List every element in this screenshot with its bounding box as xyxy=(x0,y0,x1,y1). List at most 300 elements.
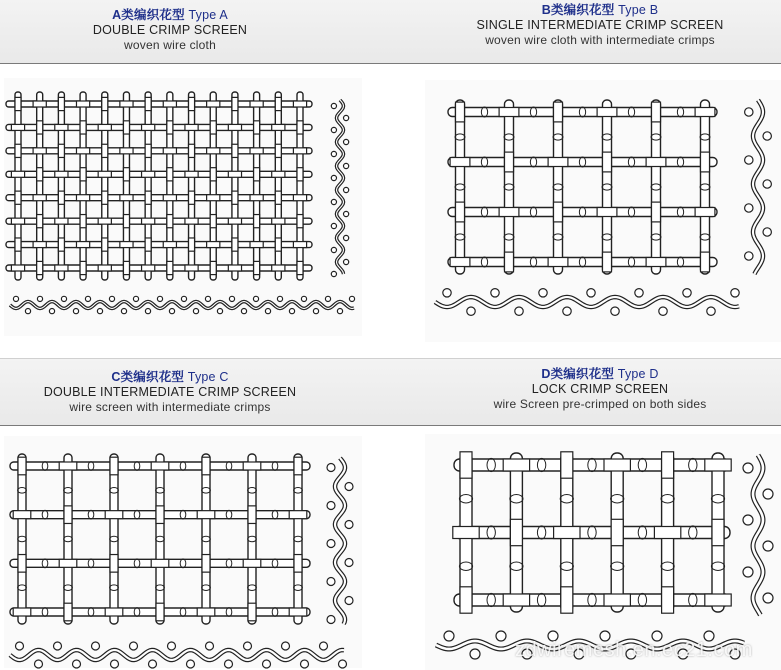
cross-wire-section xyxy=(763,180,771,188)
cross-wire-section xyxy=(225,660,233,668)
wire-crossing xyxy=(294,555,302,573)
wire-crossing xyxy=(102,97,108,110)
wire-crossing xyxy=(185,171,198,177)
cross-wire-section xyxy=(467,307,475,315)
vertical-wire xyxy=(294,454,302,624)
wire-crossing xyxy=(98,124,111,130)
wire-crossing xyxy=(123,168,129,181)
cross-wire-section xyxy=(743,463,753,473)
type-c-name: DOUBLE INTERMEDIATE CRIMP SCREEN xyxy=(43,385,297,399)
vertical-wire xyxy=(15,92,21,280)
cross-wire-section xyxy=(745,204,753,212)
wire-crossing xyxy=(712,519,724,545)
wire-crossing xyxy=(123,121,129,134)
cross-wire-section xyxy=(745,108,753,116)
cross-wire-section xyxy=(563,307,571,315)
cross-wire-section xyxy=(345,597,353,605)
wire-crossing xyxy=(11,124,24,130)
cross-wire-section xyxy=(241,309,246,314)
type-c-type: Type C xyxy=(187,370,229,384)
wire-crossing xyxy=(272,218,285,224)
horizontal-wire xyxy=(6,242,312,248)
cross-wire-section xyxy=(301,296,306,301)
wire-crossing xyxy=(662,452,674,478)
vertical-wire xyxy=(156,454,164,624)
wire-crossing xyxy=(554,202,563,222)
type-b-description: woven wire cloth with intermediate crimps xyxy=(485,33,715,47)
cross-wire-section xyxy=(331,175,336,180)
type-b-name: SINGLE INTERMEDIATE CRIMP SCREEN xyxy=(476,18,724,32)
cross-wire-section xyxy=(13,296,18,301)
cross-wire-section xyxy=(707,307,715,315)
wire-crossing xyxy=(13,608,31,616)
cross-wire-section xyxy=(168,642,176,650)
vertical-wire xyxy=(210,92,216,280)
wire-crossing xyxy=(503,459,529,471)
wire-crossing xyxy=(156,506,164,524)
wire-crossing xyxy=(597,208,617,217)
vertical-wire xyxy=(202,454,210,624)
horizontal-wire xyxy=(6,101,312,107)
wire-crossing xyxy=(15,97,21,110)
cross-wire-section xyxy=(745,252,753,260)
wire-crossing xyxy=(102,191,108,204)
cross-wire-section xyxy=(470,649,480,659)
cross-wire-section xyxy=(539,289,547,297)
cross-wire-section xyxy=(133,296,138,301)
vertical-wire xyxy=(167,92,173,280)
wire-crossing xyxy=(123,215,129,228)
vertical-wire xyxy=(297,92,303,280)
type-a-type: Type A xyxy=(188,8,228,22)
cross-wire-section xyxy=(331,199,336,204)
wire-crossing xyxy=(64,603,72,621)
wire-crossing xyxy=(120,242,133,248)
wire-crossing xyxy=(646,158,666,167)
vertical-wire xyxy=(145,92,151,280)
wire-crossing xyxy=(98,265,111,271)
cross-wire-section xyxy=(130,642,138,650)
wire-crossing xyxy=(701,152,710,172)
wire-crossing xyxy=(450,258,470,267)
vertical-wire xyxy=(64,454,72,624)
wire-crossing xyxy=(110,457,118,475)
wire-crossing xyxy=(503,594,529,606)
wire-crossing xyxy=(105,511,123,519)
wire-crossing xyxy=(33,242,46,248)
type-d-mesh xyxy=(453,452,731,613)
wire-crossing xyxy=(167,121,173,134)
wire-crossing xyxy=(289,511,307,519)
wire-crossing xyxy=(228,124,241,130)
horizontal-wire xyxy=(448,208,717,217)
wire-crossing xyxy=(248,603,256,621)
wire-crossing xyxy=(80,261,86,274)
watermark-text: zdwiremesh.en.ec21.com xyxy=(515,639,753,661)
type-a-description: woven wire cloth xyxy=(124,38,216,52)
wire-crossing xyxy=(548,258,568,267)
wire-crossing xyxy=(142,218,155,224)
wire-crossing xyxy=(80,215,86,228)
cross-wire-section xyxy=(491,289,499,297)
wire-crossing xyxy=(294,457,302,475)
wire-crossing xyxy=(554,527,580,539)
cross-wire-section xyxy=(187,660,195,668)
wire-crossing xyxy=(145,144,151,157)
wire-crossing xyxy=(55,218,68,224)
type-d-name: LOCK CRIMP SCREEN xyxy=(531,382,669,396)
wire-crossing xyxy=(554,102,563,122)
cross-wire-section xyxy=(301,660,309,668)
cross-wire-section xyxy=(344,139,349,144)
vertical-wire xyxy=(456,100,465,274)
vertical-wire xyxy=(603,100,612,274)
wire-crossing xyxy=(151,462,169,470)
wire-crossing xyxy=(58,97,64,110)
cross-wire-section xyxy=(743,567,753,577)
cross-wire-section xyxy=(344,259,349,264)
wire-crossing xyxy=(110,555,118,573)
cross-wire-section xyxy=(149,660,157,668)
type-b-code: B类编织花型 xyxy=(541,3,615,17)
cross-wire-section xyxy=(277,296,282,301)
wire-crossing xyxy=(275,191,281,204)
vertical-wire xyxy=(110,454,118,624)
cross-wire-section xyxy=(61,296,66,301)
wire-crossing xyxy=(59,462,77,470)
wire-crossing xyxy=(210,261,216,274)
wire-crossing xyxy=(55,171,68,177)
wire-crossing xyxy=(275,238,281,251)
wire-crossing xyxy=(37,261,43,274)
cross-wire-section xyxy=(282,642,290,650)
cross-wire-section xyxy=(157,296,162,301)
vertical-wire xyxy=(18,454,26,624)
wire-crossing xyxy=(163,242,176,248)
wire-crossing xyxy=(561,452,573,478)
wire-crossing xyxy=(76,101,89,107)
cross-wire-section xyxy=(327,616,335,624)
cross-wire-section xyxy=(345,483,353,491)
cross-wire-section xyxy=(217,309,222,314)
wire-crossing xyxy=(293,148,306,154)
wire-crossing xyxy=(151,559,169,567)
cross-wire-section xyxy=(205,296,210,301)
horizontal-wire xyxy=(6,265,312,271)
wire-crossing xyxy=(142,265,155,271)
cross-wire-section xyxy=(515,307,523,315)
wire-crossing xyxy=(460,587,472,613)
wire-crossing xyxy=(37,168,43,181)
cross-wire-section xyxy=(331,247,336,252)
wire-crossing xyxy=(275,144,281,157)
wire-crossing xyxy=(207,101,220,107)
wire-crossing xyxy=(250,195,263,201)
wire-crossing xyxy=(189,144,195,157)
wire-crossing xyxy=(163,148,176,154)
wire-crossing xyxy=(505,252,514,272)
cross-wire-section xyxy=(743,515,753,525)
cross-wire-section xyxy=(635,289,643,297)
wire-crossing xyxy=(652,202,661,222)
wire-crossing xyxy=(250,148,263,154)
cross-wire-section xyxy=(344,235,349,240)
vertical-wire xyxy=(701,100,710,274)
vertical-wire xyxy=(80,92,86,280)
wire-crossing xyxy=(185,218,198,224)
cross-wire-section xyxy=(345,521,353,529)
cross-wire-section xyxy=(611,307,619,315)
wire-crossing xyxy=(142,171,155,177)
wire-crossing xyxy=(189,191,195,204)
wire-crossing xyxy=(55,124,68,130)
wire-crossing xyxy=(197,608,215,616)
wire-crossing xyxy=(604,459,630,471)
wire-crossing xyxy=(11,171,24,177)
type-a-mesh xyxy=(6,92,312,280)
wire-crossing xyxy=(120,148,133,154)
wire-crossing xyxy=(197,511,215,519)
cross-wire-section xyxy=(327,464,335,472)
wire-crossing xyxy=(705,594,731,606)
wire-crossing xyxy=(272,124,285,130)
cross-wire-section xyxy=(331,103,336,108)
wire-crossing xyxy=(499,208,519,217)
wire-crossing xyxy=(105,608,123,616)
wire-crossing xyxy=(167,215,173,228)
wire-crossing xyxy=(13,511,31,519)
wire-crossing xyxy=(18,457,26,475)
wire-crossing xyxy=(98,171,111,177)
cross-wire-section xyxy=(229,296,234,301)
wire-crossing xyxy=(210,215,216,228)
vertical-wire xyxy=(189,92,195,280)
wire-crossing xyxy=(603,252,612,272)
cross-wire-section xyxy=(206,642,214,650)
wire-crossing xyxy=(123,261,129,274)
wire-crossing xyxy=(254,215,260,228)
cross-wire-section xyxy=(73,660,81,668)
wire-crossing xyxy=(646,258,666,267)
type-c-code: C类编织花型 xyxy=(111,370,185,384)
wire-crossing xyxy=(202,457,210,475)
cross-wire-section xyxy=(683,289,691,297)
cross-wire-section xyxy=(111,660,119,668)
wire-crossing xyxy=(156,603,164,621)
horizontal-wire xyxy=(448,258,717,267)
type-d-description: wire Screen pre-crimped on both sides xyxy=(493,397,707,411)
cross-wire-section xyxy=(444,631,454,641)
cross-wire-section xyxy=(37,296,42,301)
wire-crossing xyxy=(37,215,43,228)
type-c-mesh xyxy=(10,454,310,624)
wire-crossing xyxy=(55,265,68,271)
wire-crossing xyxy=(76,242,89,248)
type-d-code: D类编织花型 xyxy=(541,367,615,381)
wire-crossing xyxy=(232,238,238,251)
wire-crossing xyxy=(185,124,198,130)
wire-crossing xyxy=(202,555,210,573)
vertical-wire xyxy=(275,92,281,280)
horizontal-wire xyxy=(448,108,717,117)
cross-wire-section xyxy=(337,309,342,314)
cross-wire-section xyxy=(263,660,271,668)
cross-wire-section xyxy=(339,660,347,668)
wire-crossing xyxy=(207,195,220,201)
cross-wire-section xyxy=(320,642,328,650)
cross-wire-section xyxy=(763,132,771,140)
vertical-wire xyxy=(254,92,260,280)
wire-crossing xyxy=(58,144,64,157)
wire-crossing xyxy=(272,265,285,271)
wire-crossing xyxy=(654,527,680,539)
wire-crossing xyxy=(120,101,133,107)
wire-crossing xyxy=(293,101,306,107)
wire-crossing xyxy=(167,261,173,274)
wire-crossing xyxy=(33,101,46,107)
cross-wire-section xyxy=(289,309,294,314)
wire-crossing xyxy=(453,527,479,539)
cross-wire-section xyxy=(325,296,330,301)
wire-crossing xyxy=(254,121,260,134)
cross-wire-section xyxy=(345,559,353,567)
wire-crossing xyxy=(210,121,216,134)
type-a-code: A类编织花型 xyxy=(112,8,185,22)
cross-wire-section xyxy=(327,578,335,586)
cross-wire-section xyxy=(587,289,595,297)
wire-crossing xyxy=(254,261,260,274)
wire-crossing xyxy=(163,195,176,201)
vertical-wire xyxy=(58,92,64,280)
wire-crossing xyxy=(232,144,238,157)
wire-crossing xyxy=(652,102,661,122)
wire-crossing xyxy=(460,452,472,478)
cross-wire-section xyxy=(331,271,336,276)
wire-crossing xyxy=(701,252,710,272)
wire-crossing xyxy=(64,506,72,524)
cross-wire-section xyxy=(763,593,773,603)
wire-crossing xyxy=(297,215,303,228)
cross-wire-section xyxy=(745,156,753,164)
wire-crossing xyxy=(185,265,198,271)
wire-crossing xyxy=(243,559,261,567)
wire-crossing xyxy=(33,195,46,201)
cross-wire-section xyxy=(331,127,336,132)
cross-wire-section xyxy=(253,296,258,301)
cross-wire-section xyxy=(443,289,451,297)
wire-crossing xyxy=(505,152,514,172)
cross-wire-section xyxy=(659,307,667,315)
cross-wire-section xyxy=(54,642,62,650)
cross-wire-section xyxy=(496,631,506,641)
wire-crossing xyxy=(189,238,195,251)
wire-crossing xyxy=(98,218,111,224)
wire-crossing xyxy=(456,102,465,122)
wire-crossing xyxy=(58,191,64,204)
cross-wire-section xyxy=(145,309,150,314)
wire-crossing xyxy=(243,462,261,470)
wire-crossing xyxy=(37,121,43,134)
cross-wire-section xyxy=(35,660,43,668)
horizontal-wire xyxy=(448,158,717,167)
wire-crossing xyxy=(250,242,263,248)
cross-wire-section xyxy=(97,309,102,314)
cross-wire-section xyxy=(331,223,336,228)
wire-crossing xyxy=(102,144,108,157)
wire-crossing xyxy=(561,587,573,613)
wire-crossing xyxy=(293,195,306,201)
cross-wire-section xyxy=(169,309,174,314)
wire-crossing xyxy=(228,265,241,271)
horizontal-wire xyxy=(6,171,312,177)
wire-crossing xyxy=(163,101,176,107)
wire-crossing xyxy=(76,148,89,154)
wire-crossing xyxy=(597,108,617,117)
wire-crossing xyxy=(272,171,285,177)
vertical-wire xyxy=(505,100,514,274)
wire-crossing xyxy=(15,191,21,204)
vertical-wire xyxy=(102,92,108,280)
type-d-type: Type D xyxy=(617,367,659,381)
wire-crossing xyxy=(297,261,303,274)
cross-wire-section xyxy=(327,540,335,548)
wire-crossing xyxy=(15,238,21,251)
wire-crossing xyxy=(167,168,173,181)
wire-crossing xyxy=(11,218,24,224)
vertical-wire xyxy=(232,92,238,280)
vertical-wire xyxy=(123,92,129,280)
cross-wire-section xyxy=(244,642,252,650)
wire-crossing xyxy=(695,208,715,217)
cross-wire-section xyxy=(92,642,100,650)
wire-crossing xyxy=(189,97,195,110)
cross-wire-section xyxy=(73,309,78,314)
cross-wire-section xyxy=(85,296,90,301)
wire-crossing xyxy=(604,594,630,606)
vertical-wire xyxy=(554,100,563,274)
wire-crossing xyxy=(145,191,151,204)
wire-crossing xyxy=(18,555,26,573)
horizontal-wire xyxy=(6,195,312,201)
wire-crossing xyxy=(297,121,303,134)
horizontal-wire xyxy=(6,148,312,154)
wire-crossing xyxy=(510,519,522,545)
cross-wire-section xyxy=(344,115,349,120)
cross-wire-section xyxy=(763,489,773,499)
cross-wire-section xyxy=(327,502,335,510)
wire-crossing xyxy=(275,97,281,110)
cross-wire-section xyxy=(16,642,24,650)
wire-crossing xyxy=(142,124,155,130)
wire-crossing xyxy=(254,168,260,181)
wire-crossing xyxy=(15,144,21,157)
wire-crossing xyxy=(297,168,303,181)
wire-crossing xyxy=(102,238,108,251)
wire-crossing xyxy=(232,97,238,110)
wire-crossing xyxy=(548,158,568,167)
type-a-name: DOUBLE CRIMP SCREEN xyxy=(92,23,248,37)
wire-crossing xyxy=(76,195,89,201)
wire-crossing xyxy=(289,608,307,616)
wire-crossing xyxy=(207,242,220,248)
cross-wire-section xyxy=(763,228,771,236)
wire-crossing xyxy=(120,195,133,201)
wire-crossing xyxy=(662,587,674,613)
cross-wire-section xyxy=(344,211,349,216)
vertical-wire xyxy=(652,100,661,274)
wire-crossing xyxy=(248,506,256,524)
wire-crossing xyxy=(232,191,238,204)
